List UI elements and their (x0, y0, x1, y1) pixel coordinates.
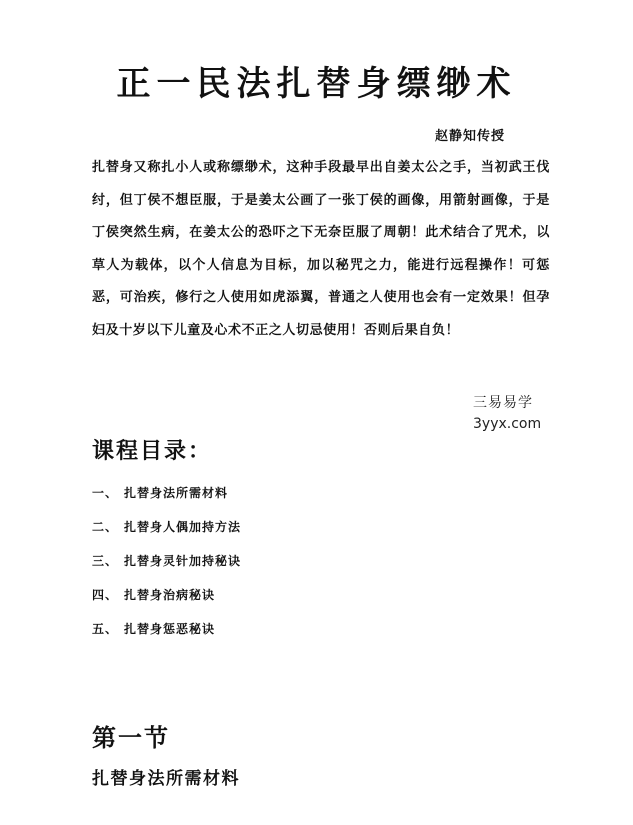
toc-heading: 课程目录： (92, 438, 213, 464)
toc-item-label: 扎替身人偶加持方法 (124, 520, 242, 534)
toc-item (92, 510, 241, 544)
author-credit: 赵静知传授 (434, 129, 505, 144)
toc-item-number: 二、 (92, 520, 119, 534)
toc-item-label: 扎替身灵针加持秘诀 (124, 554, 242, 568)
toc-list (92, 476, 241, 646)
toc-item (92, 544, 241, 578)
section-subtitle: 扎替身法所需材料 (92, 769, 240, 789)
toc-item (92, 612, 241, 646)
watermark-name: 三易易学 (473, 395, 533, 411)
toc-item-label: 扎替身治病秘诀 (124, 588, 216, 602)
toc-item-number: 三、 (92, 554, 119, 568)
toc-item (92, 578, 241, 612)
document-title: 正一民法扎替身缥缈术 (116, 64, 517, 104)
watermark-url: 3yyx.com (473, 416, 542, 432)
toc-item (92, 476, 241, 510)
section-heading: 第一节 (92, 723, 170, 752)
toc-item-label: 扎替身法所需材料 (124, 486, 229, 500)
intro-paragraph: 扎替身又称扎小人或称缥缈术，这种手段最早出自姜太公之手，当初武王伐纣，但丁侯不想臣服，于是姜太公画了一张丁侯的画像，用箭射画像，于是丁侯突然生病，在姜太公的恐吓之下无奈臣服了周朝！此术结合了咒术，以草人为载体，以个人信息为目标，加以秘咒之力，能进行远程操作！可惩恶，可治疾，修行之人使用如虎添翼，普通之人使用也会有一定效果！但孕妇及十岁以下儿童及心术不正之人切忌使用！否则后果自负！ (92, 160, 550, 338)
toc-item-number: 一、 (92, 486, 119, 500)
toc-item-number: 五、 (92, 622, 119, 636)
toc-item-label: 扎替身惩恶秘诀 (124, 622, 216, 636)
toc-item-number: 四、 (92, 588, 119, 602)
